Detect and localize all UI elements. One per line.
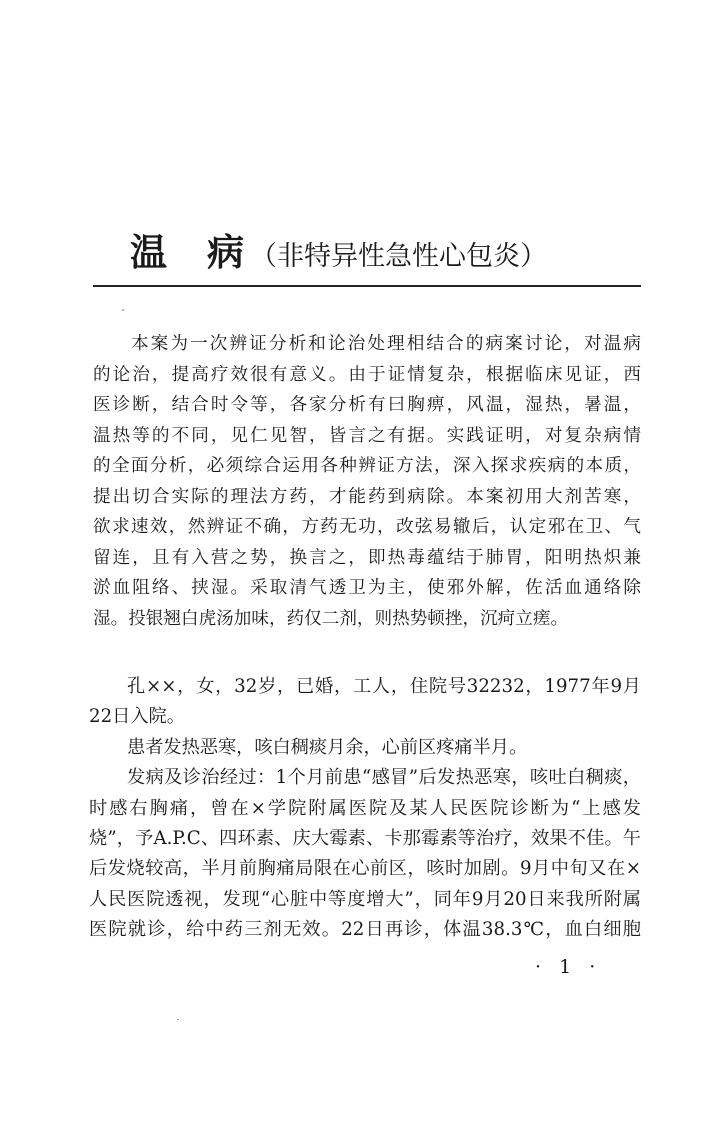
abstract-line: 留连，且有入营之势，换言之，即热毒蕴结于肺胃，阳明热炽兼 bbox=[93, 547, 641, 568]
title-divider bbox=[93, 285, 641, 287]
title-char-1: 温 bbox=[130, 230, 169, 274]
abstract-line: 本案为一次辨证分析和论治处理相结合的病案讨论，对温病 bbox=[131, 334, 641, 354]
chief-complaint: 患者发热恶寒，咳白稠痰月余，心前区疼痛半月。 bbox=[127, 736, 528, 758]
patient-info-line: 22日入院。 bbox=[89, 706, 185, 728]
abstract-line: 医诊断，结合时令等，各家分析有曰胸痹，风温，湿热，暑温， bbox=[93, 395, 641, 415]
abstract-line: 淤血阻络、挟湿。采取清气透卫为主，使邪外解，佐活血通络除 bbox=[93, 578, 641, 598]
history-line: 医院就诊，给中药三剂无效。22日再诊，体温38.3℃，血白细胞 bbox=[89, 919, 641, 941]
page-number: · 1 · bbox=[535, 956, 602, 978]
abstract-line: 湿。投银翘白虎汤加味，药仅二剂，则热势顿挫，沉疴立瘥。 bbox=[93, 608, 569, 629]
history-line: 烧”，予A.P.C、四环素、庆大霉素、卡那霉素等治疗，效果不佳。午 bbox=[89, 827, 641, 849]
title-char-2: 病 bbox=[207, 230, 246, 274]
history-line: 时感右胸痛，曾在×学院附属医院及某人民医院诊断为“上感发 bbox=[89, 797, 641, 819]
case-body bbox=[89, 672, 641, 946]
history-line: 发病及诊治经过：1个月前患“感冒”后发热恶寒，咳吐白稠痰， bbox=[127, 767, 641, 789]
abstract-line: 的论治，提高疗效很有意义。由于证情复杂，根据临床见证，西 bbox=[93, 364, 641, 385]
page-title bbox=[130, 222, 547, 276]
abstract-line: 的全面分析，必须综合运用各种辨证方法，深入探求疾病的本质， bbox=[93, 456, 641, 476]
print-speck bbox=[122, 309, 124, 311]
abstract-line: 提出切合实际的理法方药，才能药到病除。本案初用大剂苦寒， bbox=[93, 486, 641, 507]
abstract-line: 温热等的不同，见仁见智，皆言之有据。实践证明，对复杂病情 bbox=[93, 425, 641, 446]
print-speck bbox=[177, 1019, 179, 1020]
abstract-line: 欲求速效，然辨证不确，方药无功，改弦易辙后，认定邪在卫、气 bbox=[93, 517, 641, 537]
abstract-paragraph bbox=[93, 329, 641, 634]
history-line: 人民医院透视，发现“心脏中等度增大”，同年9月20日来我所附属 bbox=[89, 888, 641, 910]
patient-info-line: 孔××，女，32岁，已婚，工人，住院号32232，1977年9月 bbox=[127, 676, 641, 697]
title-subtitle: （非特异性急性心包炎） bbox=[250, 241, 547, 272]
history-line: 后发烧较高，半月前胸痛局限在心前区，咳时加剧。9月中旬又在× bbox=[89, 858, 641, 880]
